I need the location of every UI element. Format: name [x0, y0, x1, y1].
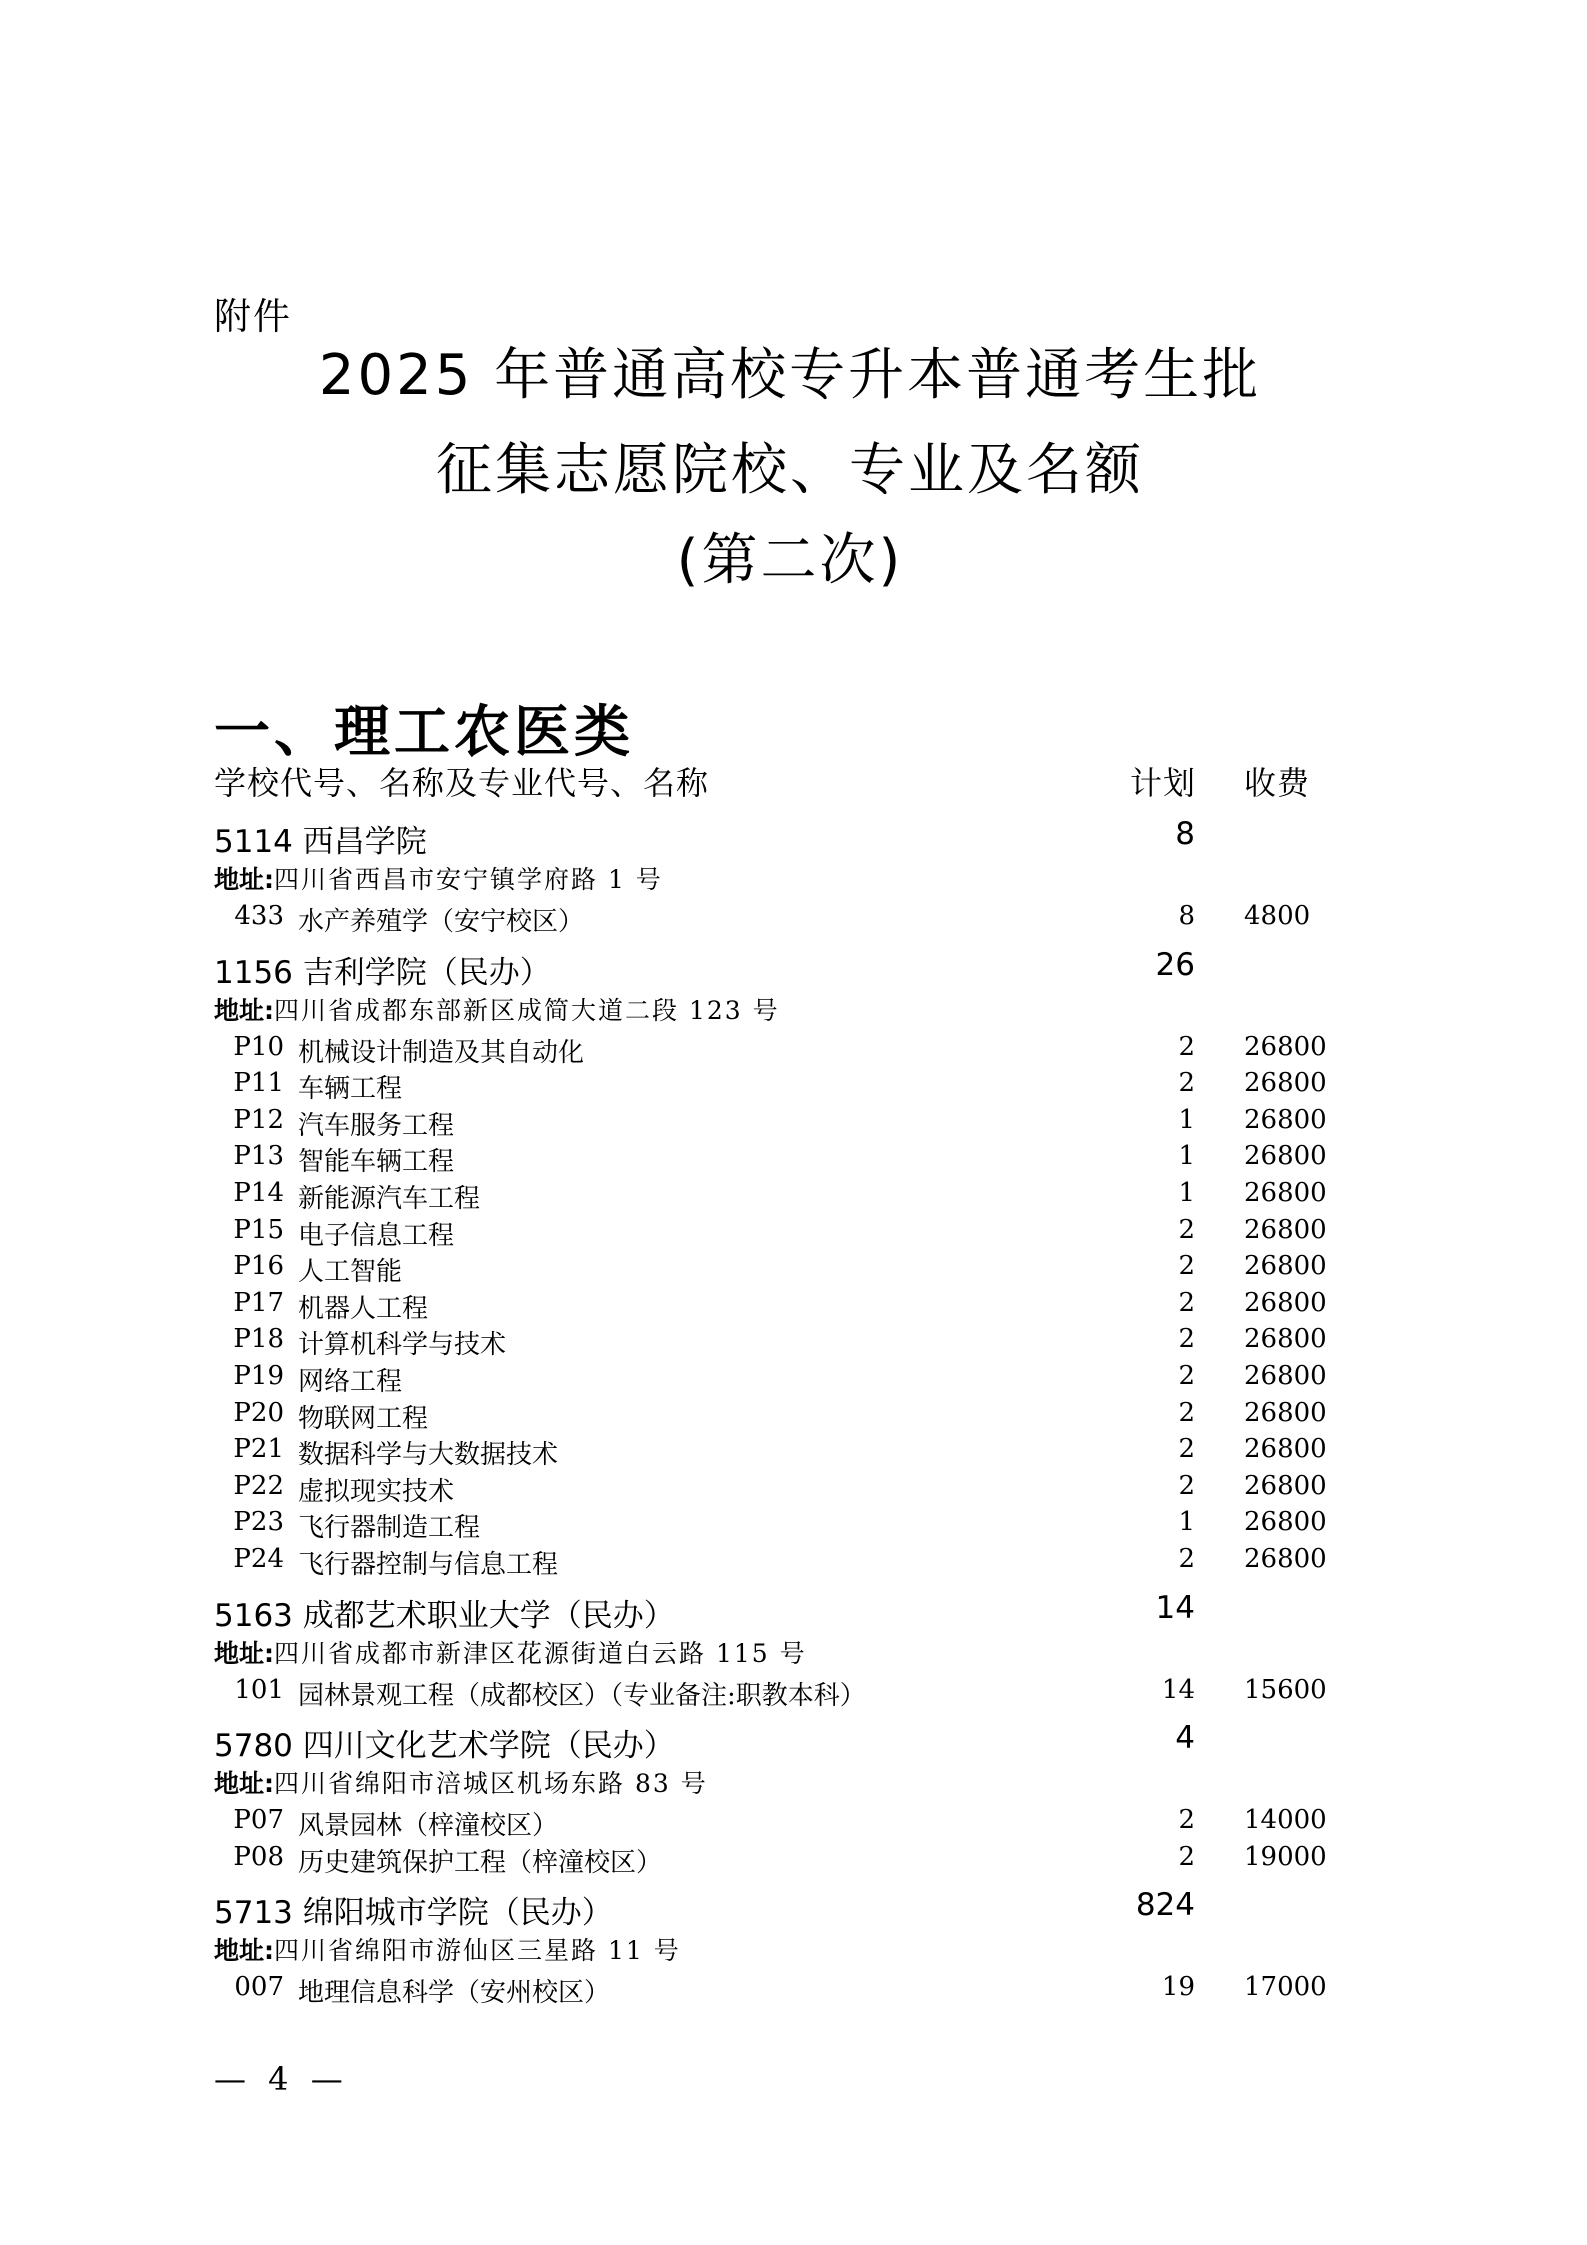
major-plan: 2 — [1178, 1287, 1195, 1318]
address-row — [0, 1929, 1587, 1969]
major-fee: 26800 — [1244, 1068, 1327, 1099]
major-plan: 1 — [1178, 1141, 1195, 1172]
major-fee: 26800 — [1244, 1507, 1327, 1538]
major-row — [0, 1358, 1587, 1395]
major-code: P08 — [233, 1841, 284, 1872]
school-plan-total: 4 — [1175, 1720, 1195, 1757]
major-plan: 1 — [1178, 1104, 1195, 1135]
major-plan: 2 — [1178, 1068, 1195, 1099]
school-plan-total: 26 — [1155, 946, 1195, 983]
major-row — [0, 1065, 1587, 1105]
address-row — [0, 989, 1587, 1029]
address-row — [0, 1632, 1587, 1672]
school-row — [0, 1883, 1587, 1932]
major-fee: 26800 — [1244, 1470, 1327, 1501]
section-title: 一、理工农医类 — [214, 700, 634, 765]
address-row — [0, 858, 1587, 898]
school-plan-total: 8 — [1175, 816, 1195, 852]
major-fee: 26800 — [1244, 1214, 1327, 1245]
school-row — [0, 943, 1587, 989]
column-header-name: 学校代号、名称及专业代号、名称 — [214, 764, 710, 802]
address-label: 地址: — [214, 1769, 274, 1799]
major-code: P13 — [233, 1141, 284, 1172]
major-plan: 2 — [1178, 1324, 1195, 1355]
major-name: 电子信息工程 — [298, 1220, 455, 1251]
major-name: 历史建筑保护工程（梓潼校区） — [298, 1847, 663, 1878]
major-row — [0, 1285, 1587, 1322]
major-fee: 26800 — [1244, 1104, 1327, 1135]
major-name: 人工智能 — [298, 1257, 403, 1288]
major-code: P22 — [233, 1470, 284, 1501]
school-name: 5713 绵阳城市学院（民办） — [214, 1895, 613, 1932]
major-name: 机械设计制造及其自动化 — [298, 1037, 585, 1068]
major-name: 物联网工程 — [298, 1403, 429, 1434]
major-fee: 26800 — [1244, 1434, 1327, 1465]
column-header-plan: 计划 — [1130, 764, 1197, 802]
major-row — [0, 1138, 1587, 1178]
school-row — [0, 812, 1587, 858]
major-code: 101 — [234, 1674, 284, 1705]
major-plan: 2 — [1178, 1841, 1195, 1872]
major-code: P07 — [233, 1805, 284, 1836]
page-title-line-3: (第二次) — [676, 528, 904, 593]
major-plan: 2 — [1178, 1397, 1195, 1428]
major-code: P11 — [233, 1068, 284, 1099]
major-code: P14 — [233, 1177, 284, 1208]
major-name: 虚拟现实技术 — [298, 1476, 455, 1507]
major-fee: 26800 — [1244, 1543, 1327, 1574]
major-code: 007 — [234, 1972, 284, 2003]
address-text: 四川省西昌市安宁镇学府路 1 号 — [274, 865, 663, 894]
major-name: 车辆工程 — [298, 1074, 403, 1105]
school-plan-total: 824 — [1135, 1887, 1195, 1924]
major-plan: 1 — [1178, 1507, 1195, 1538]
major-row — [0, 1839, 1587, 1876]
major-name: 园林景观工程（成都校区）（专业备注:职教本科） — [298, 1680, 866, 1711]
address-text: 四川省绵阳市涪城区机场东路 83 号 — [274, 1769, 708, 1799]
school-name: 5114 西昌学院 — [214, 824, 427, 860]
major-row — [0, 1248, 1587, 1288]
school-address — [214, 991, 780, 1027]
major-row — [0, 1541, 1587, 1578]
major-row — [0, 1468, 1587, 1505]
major-code: P10 — [233, 1031, 284, 1062]
page-title-line-1: 2025 年普通高校专升本普通考生批 — [318, 343, 1262, 408]
address-label: 地址: — [214, 1638, 274, 1668]
major-name: 风景园林（梓潼校区） — [298, 1811, 559, 1842]
major-plan: 2 — [1178, 1031, 1195, 1062]
address-label: 地址: — [214, 995, 274, 1025]
school-row — [0, 1716, 1587, 1765]
major-code: P12 — [233, 1104, 284, 1135]
major-row — [0, 1802, 1587, 1842]
major-name: 水产养殖学（安宁校区） — [298, 907, 585, 937]
major-fee: 26800 — [1244, 1177, 1327, 1208]
major-name: 汽车服务工程 — [298, 1110, 455, 1141]
major-plan: 2 — [1178, 1214, 1195, 1245]
major-code: P20 — [233, 1397, 284, 1428]
school-address — [214, 1931, 681, 1967]
major-fee: 4800 — [1244, 901, 1311, 931]
major-plan: 14 — [1161, 1674, 1195, 1705]
major-code: P16 — [233, 1251, 284, 1282]
major-row — [0, 1321, 1587, 1361]
address-text: 四川省成都东部新区成简大道二段 123 号 — [274, 995, 780, 1025]
major-row — [0, 1102, 1587, 1139]
major-row — [0, 1969, 1587, 2009]
major-plan: 2 — [1178, 1470, 1195, 1501]
school-name: 5163 成都艺术职业大学（民办） — [214, 1597, 675, 1634]
major-plan: 2 — [1178, 1543, 1195, 1574]
major-fee: 26800 — [1244, 1251, 1327, 1282]
address-row — [0, 1762, 1587, 1802]
major-code: P21 — [233, 1434, 284, 1465]
school-address — [214, 1764, 708, 1800]
major-row — [0, 1212, 1587, 1249]
school-plan-total: 14 — [1155, 1589, 1195, 1626]
major-name: 计算机科学与技术 — [298, 1330, 507, 1361]
major-code: P23 — [233, 1507, 284, 1538]
column-header-fee: 收费 — [1244, 764, 1311, 802]
major-plan: 2 — [1178, 1805, 1195, 1836]
major-name: 飞行器制造工程 — [298, 1513, 481, 1544]
major-fee: 26800 — [1244, 1360, 1327, 1391]
major-plan: 2 — [1178, 1251, 1195, 1282]
major-fee: 26800 — [1244, 1397, 1327, 1428]
major-code: P19 — [233, 1360, 284, 1391]
major-code: P18 — [233, 1324, 284, 1355]
major-code: P17 — [233, 1287, 284, 1318]
major-row — [0, 1175, 1587, 1212]
address-label: 地址: — [214, 1936, 274, 1966]
school-name: 1156 吉利学院（民办） — [214, 954, 551, 991]
major-name: 地理信息科学（安州校区） — [298, 1978, 611, 2009]
major-name: 数据科学与大数据技术 — [298, 1440, 559, 1471]
major-row — [0, 1395, 1587, 1432]
school-address — [214, 860, 663, 896]
major-row — [0, 1672, 1587, 1709]
major-fee: 26800 — [1244, 1031, 1327, 1062]
major-fee: 19000 — [1244, 1841, 1327, 1872]
annex-label: 附件 — [214, 295, 292, 338]
major-fee: 14000 — [1244, 1805, 1327, 1836]
major-fee: 26800 — [1244, 1141, 1327, 1172]
major-row — [0, 898, 1587, 935]
major-name: 飞行器控制与信息工程 — [298, 1549, 559, 1580]
major-name: 网络工程 — [298, 1366, 403, 1397]
major-plan: 2 — [1178, 1434, 1195, 1465]
major-fee: 26800 — [1244, 1324, 1327, 1355]
address-text: 四川省绵阳市游仙区三星路 11 号 — [274, 1936, 681, 1966]
major-fee: 26800 — [1244, 1287, 1327, 1318]
school-address — [214, 1634, 807, 1670]
major-plan: 1 — [1178, 1177, 1195, 1208]
address-label: 地址: — [214, 865, 274, 894]
major-code: P24 — [233, 1543, 284, 1574]
major-code: 433 — [234, 901, 284, 931]
address-text: 四川省成都市新津区花源街道白云路 115 号 — [274, 1638, 807, 1668]
major-name: 智能车辆工程 — [298, 1147, 455, 1178]
major-plan: 19 — [1161, 1972, 1195, 2003]
major-code: P15 — [233, 1214, 284, 1245]
major-fee: 17000 — [1244, 1972, 1327, 2003]
page-number: — 4 — — [214, 2060, 349, 2098]
major-plan: 8 — [1178, 901, 1195, 931]
major-fee: 15600 — [1244, 1674, 1327, 1705]
major-row — [0, 1431, 1587, 1471]
school-row — [0, 1586, 1587, 1632]
page-title-line-2: 征集志愿院校、专业及名额 — [436, 438, 1144, 503]
major-plan: 2 — [1178, 1360, 1195, 1391]
school-listing — [0, 812, 1587, 2009]
major-name: 机器人工程 — [298, 1293, 429, 1324]
major-row — [0, 1504, 1587, 1544]
school-name: 5780 四川文化艺术学院（民办） — [214, 1728, 675, 1765]
major-name: 新能源汽车工程 — [298, 1183, 481, 1214]
major-row — [0, 1029, 1587, 1066]
